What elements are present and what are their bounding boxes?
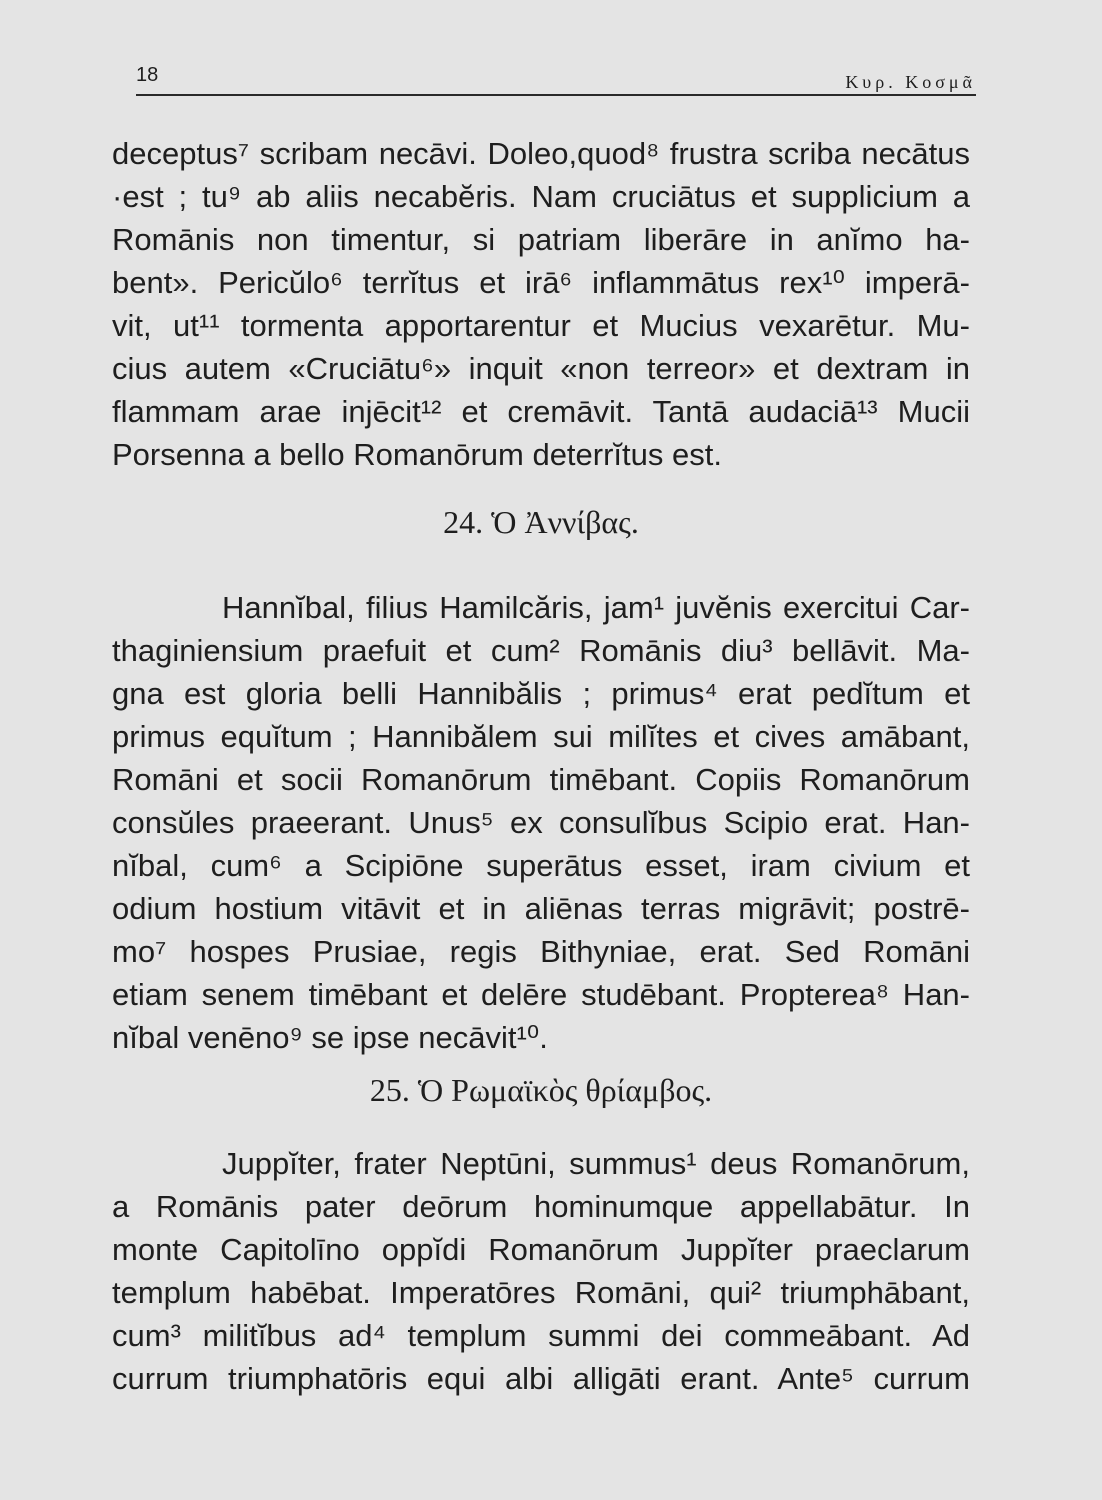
text-line: consŭles praeerant. Unus⁵ ex consulĭbus Scipio erat. Han- xyxy=(112,805,970,840)
running-head xyxy=(136,64,976,96)
text-line: Juppĭter, frater Neptūni, summus¹ deus Romanōrum, xyxy=(222,1146,970,1181)
text-line: bent». Pericŭlo⁶ terrĭtus et irā⁶ inflammātus rex¹⁰ imperā- xyxy=(112,265,970,300)
text-line: primus equĭtum ; Hannibălem sui milĭtes et cives amābant, xyxy=(112,719,970,754)
text-line: nĭbal, cum⁶ a Scipiōne superātus esset, iram civium et xyxy=(112,848,970,883)
section-heading-25: 25. Ὁ Ρωμαϊκὸς θρίαμβος. xyxy=(369,1072,713,1108)
text-line: currum triumphatōris equi albi alligāti erant. Ante⁵ currum xyxy=(112,1361,970,1396)
text-line: deceptus⁷ scribam necāvi. Doleo,quod⁸ frustra scriba necātus xyxy=(112,136,970,171)
text-line: nĭbal venēno⁹ se ipse necāvit¹⁰. xyxy=(112,1020,548,1055)
text-line: Romānis non timentur, si patriam liberāre in anĭmo ha- xyxy=(112,222,970,257)
running-title: Κυρ. Κοσμᾶ xyxy=(845,72,976,92)
text-line: vit, ut¹¹ tormenta apportarentur et Mucius vexarētur. Mu- xyxy=(112,308,970,343)
text-line: etiam senem timēbant et delēre studēbant. Propterea⁸ Han- xyxy=(112,977,970,1012)
text-line: cum³ militĭbus ad⁴ templum summi dei commeābant. Ad xyxy=(112,1318,970,1353)
text-line: thaginiensium praefuit et cum² Romānis diu³ bellāvit. Ma- xyxy=(112,633,970,668)
text-line: Romāni et socii Romanōrum timēbant. Copiis Romanōrum xyxy=(112,762,970,797)
section-heading-24: 24. Ὁ Ἀννίβας. xyxy=(443,504,639,540)
text-line: ·est ; tu⁹ ab aliis necabĕris. Nam cruciātus et supplicium a xyxy=(112,179,970,214)
text-line: gna est gloria belli Hannibălis ; primus⁴ erat pedĭtum et xyxy=(112,676,970,711)
page-number: 18 xyxy=(136,64,159,86)
text-line: odium hostium vitāvit et in aliēnas terras migrāvit; postrē- xyxy=(112,891,970,926)
text-line: Hannĭbal, filius Hamilcăris, jam¹ juvĕnis exercitui Car- xyxy=(222,590,970,625)
text-line: cius autem «Cruciātu⁶» inquit «non terreor» et dextram in xyxy=(112,351,970,386)
paragraph-hannibal xyxy=(112,586,970,1059)
paragraph-triumph xyxy=(112,1142,970,1400)
text-line: templum habēbat. Imperatōres Romāni, qui² triumphābant, xyxy=(112,1275,970,1310)
text-line: a Romānis pater deōrum hominumque appellabātur. In xyxy=(112,1189,970,1224)
text-line: flammam arae injēcit¹² et cremāvit. Tantā audaciā¹³ Mucii xyxy=(112,394,970,429)
text-line: Porsenna a bello Romanōrum deterrĭtus est. xyxy=(112,437,722,472)
text-line: mo⁷ hospes Prusiae, regis Bithyniae, erat. Sed Romāni xyxy=(112,934,970,969)
paragraph-intro xyxy=(112,132,970,476)
text-line: monte Capitolīno oppĭdi Romanōrum Juppĭter praeclarum xyxy=(112,1232,970,1267)
